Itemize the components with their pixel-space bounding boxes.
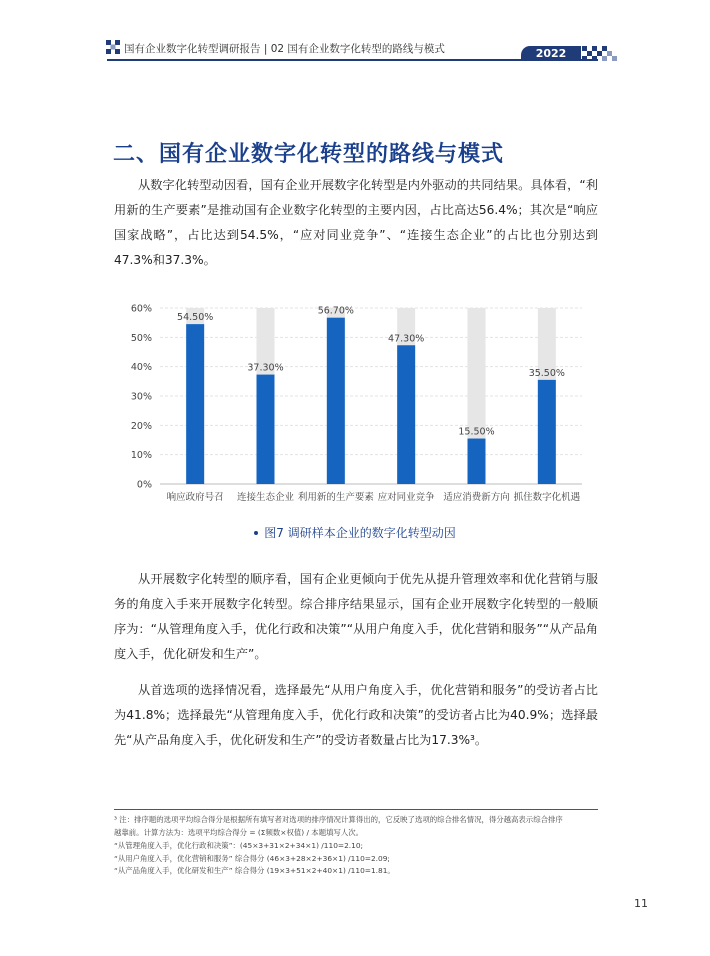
data-label: 54.50% [177, 312, 214, 324]
x-tick-label: 响应政府号召 [166, 492, 224, 503]
footnote-line: “从用户角度入手，优化营销和服务” 综合得分 (46×3+28×2+36×1) /110=2.09; [114, 853, 390, 863]
data-label: 15.50% [458, 426, 495, 438]
bar [468, 439, 486, 484]
data-label: 56.70% [317, 305, 354, 317]
footnote-line: ³ 注：排序题的选项平均综合得分是根据所有填写者对选项的排序情况计算得出的，它反映了选项的综合排名情况，得分越高表示综合排序 [114, 815, 563, 824]
page-number: 11 [634, 897, 648, 910]
page-header [0, 0, 710, 70]
caption-bullet-icon [254, 531, 258, 535]
y-tick-label: 10% [130, 450, 152, 462]
data-label: 35.50% [528, 367, 565, 379]
y-tick-label: 40% [130, 362, 152, 374]
x-tick-label: 适应消费新方向 [443, 492, 510, 503]
footnote-line: 越靠前。计算方法为：选项平均综合得分 = (Σ频数×权值) / 本题填写人次。 [114, 827, 364, 837]
data-label: 37.30% [247, 362, 284, 374]
y-tick-label: 20% [130, 420, 152, 432]
x-tick-label: 利用新的生产要素 [297, 492, 374, 503]
y-tick-label: 0% [136, 479, 152, 491]
x-tick-label: 应对同业竞争 [377, 492, 435, 503]
y-tick-label: 60% [130, 303, 152, 315]
x-tick-label: 抓住数字化机遇 [513, 492, 581, 503]
bar [397, 345, 415, 484]
footnote-divider [114, 809, 598, 810]
figure-caption-text: 图7 调研样本企业的数字化转型动因 [264, 526, 456, 540]
footnote-line: “从管理角度入手，优化行政和决策”：(45×3+31×2+34×1) /110=2.10; [114, 841, 364, 850]
header-title: 国有企业数字化转型调研报告 | 02 国有企业数字化转型的路线与模式 [124, 43, 445, 55]
chart-svg [112, 296, 588, 510]
checker-pattern-icon [582, 46, 618, 61]
figure-caption [0, 524, 710, 541]
bar [538, 380, 556, 484]
intro-paragraph: 从数字化转型动因看，国有企业开展数字化转型是内外驱动的共同结果。具体看，“利用新的生产要素”是推动国有企业数字化转型的主要内因，占比高达56.4%；其次是“响应国家战略”，占比达到54.5%，“应对同业竞争”、“连接生态企业”的占比也分别达到47.3%和37.3%。 [114, 178, 598, 267]
y-tick-label: 30% [130, 391, 152, 403]
order-paragraph: 从开展数字化转型的顺序看，国有企业更倾向于优先从提升管理效率和优化营销与服务的角度入手来开展数字化转型。综合排序结果显示，国有企业开展数字化转型的一般顺序为：“从管理角度入手，优化行政和决策”“从用户角度入手，优化营销和服务”“从产品角度入手，优化研发和生产”。 [114, 572, 598, 661]
year-badge: 2022 [521, 46, 581, 61]
first-choice-paragraph: 从首选项的选择情况看，选择最先“从用户角度入手，优化营销和服务”的受访者占比为41.8%；选择最先“从管理角度入手，优化行政和决策”的受访者占比为40.9%；选择最先“从产品角度入手，优化研发和生产”的受访者数量占比为17.3%³。 [114, 683, 598, 747]
footnote-line: “从产品角度入手，优化研发和生产” 综合得分 (19×3+51×2+40×1) /110=1.81。 [114, 866, 395, 875]
y-tick-label: 50% [130, 332, 152, 344]
bar [257, 375, 275, 484]
x-tick-label: 连接生态企业 [236, 492, 295, 503]
bar [327, 318, 345, 484]
data-label: 47.30% [388, 333, 425, 345]
brand-mark-icon [106, 40, 120, 54]
drivers-bar-chart [112, 296, 588, 510]
section-title: 二、国有企业数字化转型的路线与模式 [113, 142, 505, 167]
bar [186, 324, 204, 484]
